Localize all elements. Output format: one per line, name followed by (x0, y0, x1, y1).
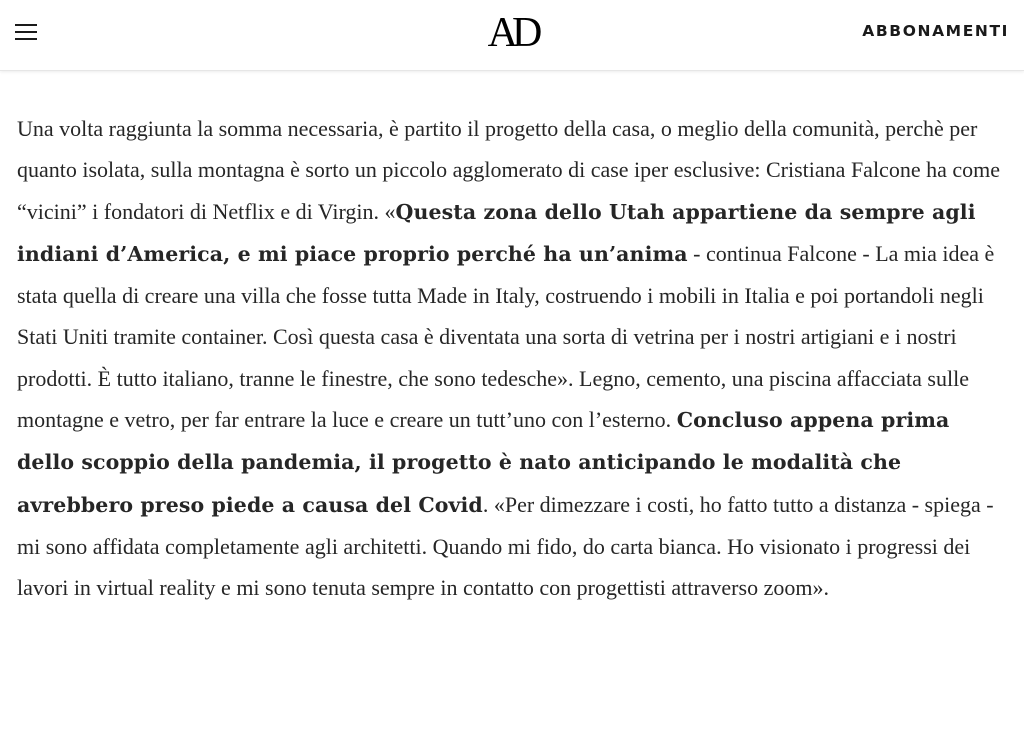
menu-line (15, 31, 37, 33)
menu-line (15, 38, 37, 40)
article-bold-text: Concluso appena prima dello scoppio della pandemia, il progetto è nato anticipando le modalità che avrebbero preso piede a causa del Covid (17, 408, 950, 517)
top-navigation-bar (0, 0, 1024, 71)
article-text: Una volta raggiunta la somma necessaria, è partito il progetto della casa, o meglio della comunità, perchè per quanto isolata, sulla montagna è sorto un piccolo agglomerato di case iper esclusive: Cristiana Falcone ha come “vicini” i fondatori di Netflix e di Virgin. « (17, 116, 1000, 224)
hamburger-menu-icon[interactable] (14, 21, 40, 43)
menu-line (15, 24, 37, 26)
article-text: . «Per dimezzare i costi, ho fatto tutto a distanza - spiega - mi sono affidata completamente agli architetti. Quando mi fido, do carta bianca. Ho visionato i progressi dei lavori in virtual reality e mi sono tenuta sempre in contatto con progettisti attraverso zoom». (17, 491, 994, 601)
article-paragraph (17, 108, 1007, 609)
subscribe-link[interactable]: ABBONAMENTI (862, 22, 1009, 40)
site-logo[interactable]: AD (487, 10, 537, 56)
article-bold-text: Questa zona dello Utah appartiene da sempre agli indiani d’America, e mi piace proprio perché ha un’anima (17, 199, 976, 266)
article-text: - continua Falcone - La mia idea è stata quella di creare una villa che fosse tutta Made in Italy, costruendo i mobili in Italia e poi portandoli negli Stati Uniti tramite container. Così questa casa è diventata una sorta di vetrina per i nostri artigiani e i nostri prodotti. È tutto italiano, tranne le finestre, che sono tedesche». Legno, cemento, una piscina affacciata sulle montagne e vetro, per far entrare la luce e creare un tutt’uno con l’esterno. (17, 240, 995, 433)
